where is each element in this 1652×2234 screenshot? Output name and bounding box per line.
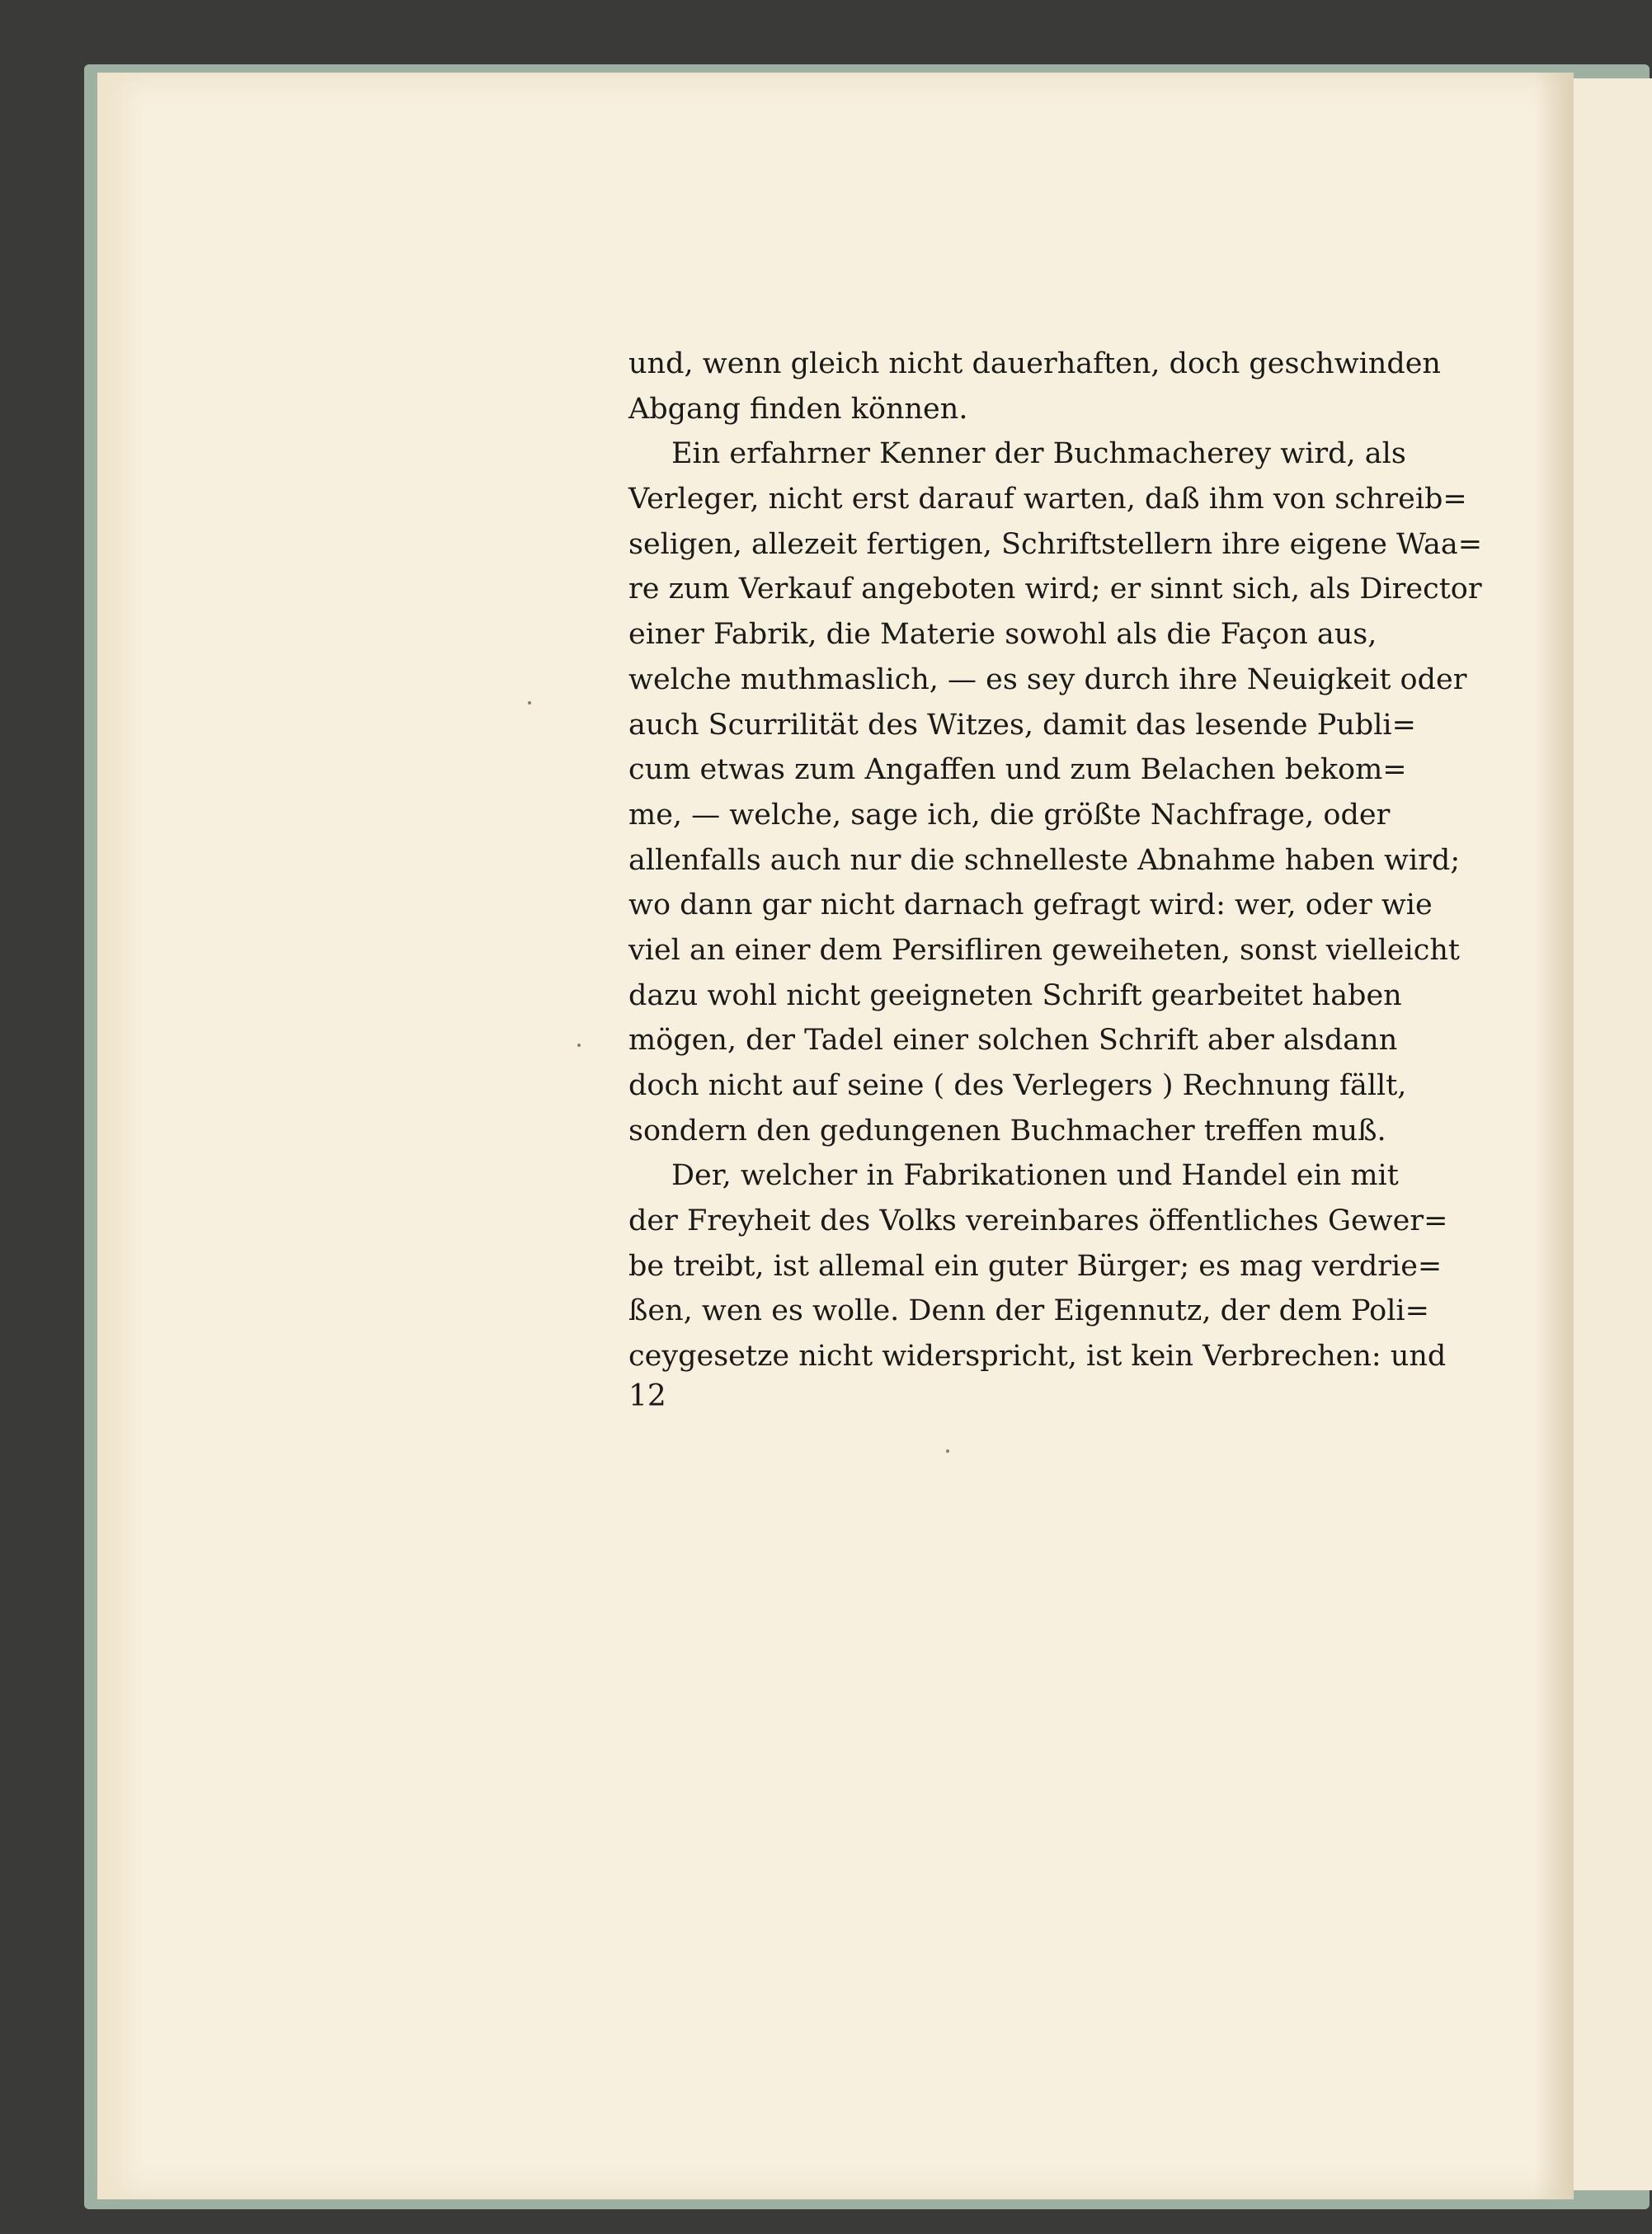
- paper-speck: [946, 1449, 949, 1453]
- text-line: doch nicht auf seine ( des Verlegers ) Rechnung fällt,: [628, 1069, 1407, 1102]
- text-line: re zum Verkauf angeboten wird; er sinnt sich, als Director: [628, 573, 1482, 606]
- text-line: me, — welche, sage ich, die größte Nachfrage, oder: [628, 798, 1391, 832]
- text-line: seligen, allezeit fertigen, Schriftstellern ihre eigene Waa=: [628, 527, 1483, 561]
- text-line: wo dann gar nicht darnach gefragt wird: wer, oder wie: [628, 888, 1433, 922]
- page-number: 12: [628, 1379, 666, 1413]
- text-line: ßen, wen es wolle. Denn der Eigennutz, der dem Poli=: [628, 1294, 1429, 1328]
- text-line: Abgang finden können.: [628, 392, 968, 426]
- paper-speck: [528, 701, 531, 705]
- text-line: be treibt, ist allemal ein guter Bürger; es mag verdrie=: [628, 1249, 1443, 1283]
- paper-speck: [577, 1044, 581, 1047]
- text-line: sondern den gedungenen Buchmacher treffen muß.: [628, 1114, 1386, 1148]
- text-line: allenfalls auch nur die schnelleste Abnahme haben wird;: [628, 843, 1461, 877]
- facing-page-edge: [1567, 78, 1652, 2190]
- text-line: viel an einer dem Persifliren geweiheten, sonst vielleicht: [628, 933, 1460, 967]
- text-line: Verleger, nicht erst darauf warten, daß ihm von schreib=: [628, 483, 1467, 516]
- text-line: Der, welcher in Fabrikationen und Handel ein mit: [671, 1159, 1399, 1193]
- body-text: [628, 342, 1483, 1379]
- text-line: dazu wohl nicht geeigneten Schrift gearbeitet haben: [628, 978, 1402, 1012]
- gutter-shadow: [1534, 73, 1574, 2199]
- text-line: auch Scurrilität des Witzes, damit das lesende Publi=: [628, 708, 1416, 742]
- text-line: der Freyheit des Volks vereinbares öffentliches Gewer=: [628, 1204, 1448, 1238]
- text-line: welche muthmaslich, — es sey durch ihre Neuigkeit oder: [628, 662, 1467, 696]
- page-deckle-edge: [97, 73, 147, 2199]
- text-line: und, wenn gleich nicht dauerhaften, doch geschwinden: [628, 347, 1441, 380]
- text-line: ceygesetze nicht widerspricht, ist kein Verbrechen: und: [628, 1340, 1447, 1374]
- text-line: mögen, der Tadel einer solchen Schrift aber alsdann: [628, 1024, 1398, 1058]
- text-line: einer Fabrik, die Materie sowohl als die Façon aus,: [628, 618, 1377, 652]
- text-line: cum etwas zum Angaffen und zum Belachen bekom=: [628, 753, 1407, 787]
- text-line: Ein erfahrner Kenner der Buchmacherey wird, als: [671, 437, 1406, 471]
